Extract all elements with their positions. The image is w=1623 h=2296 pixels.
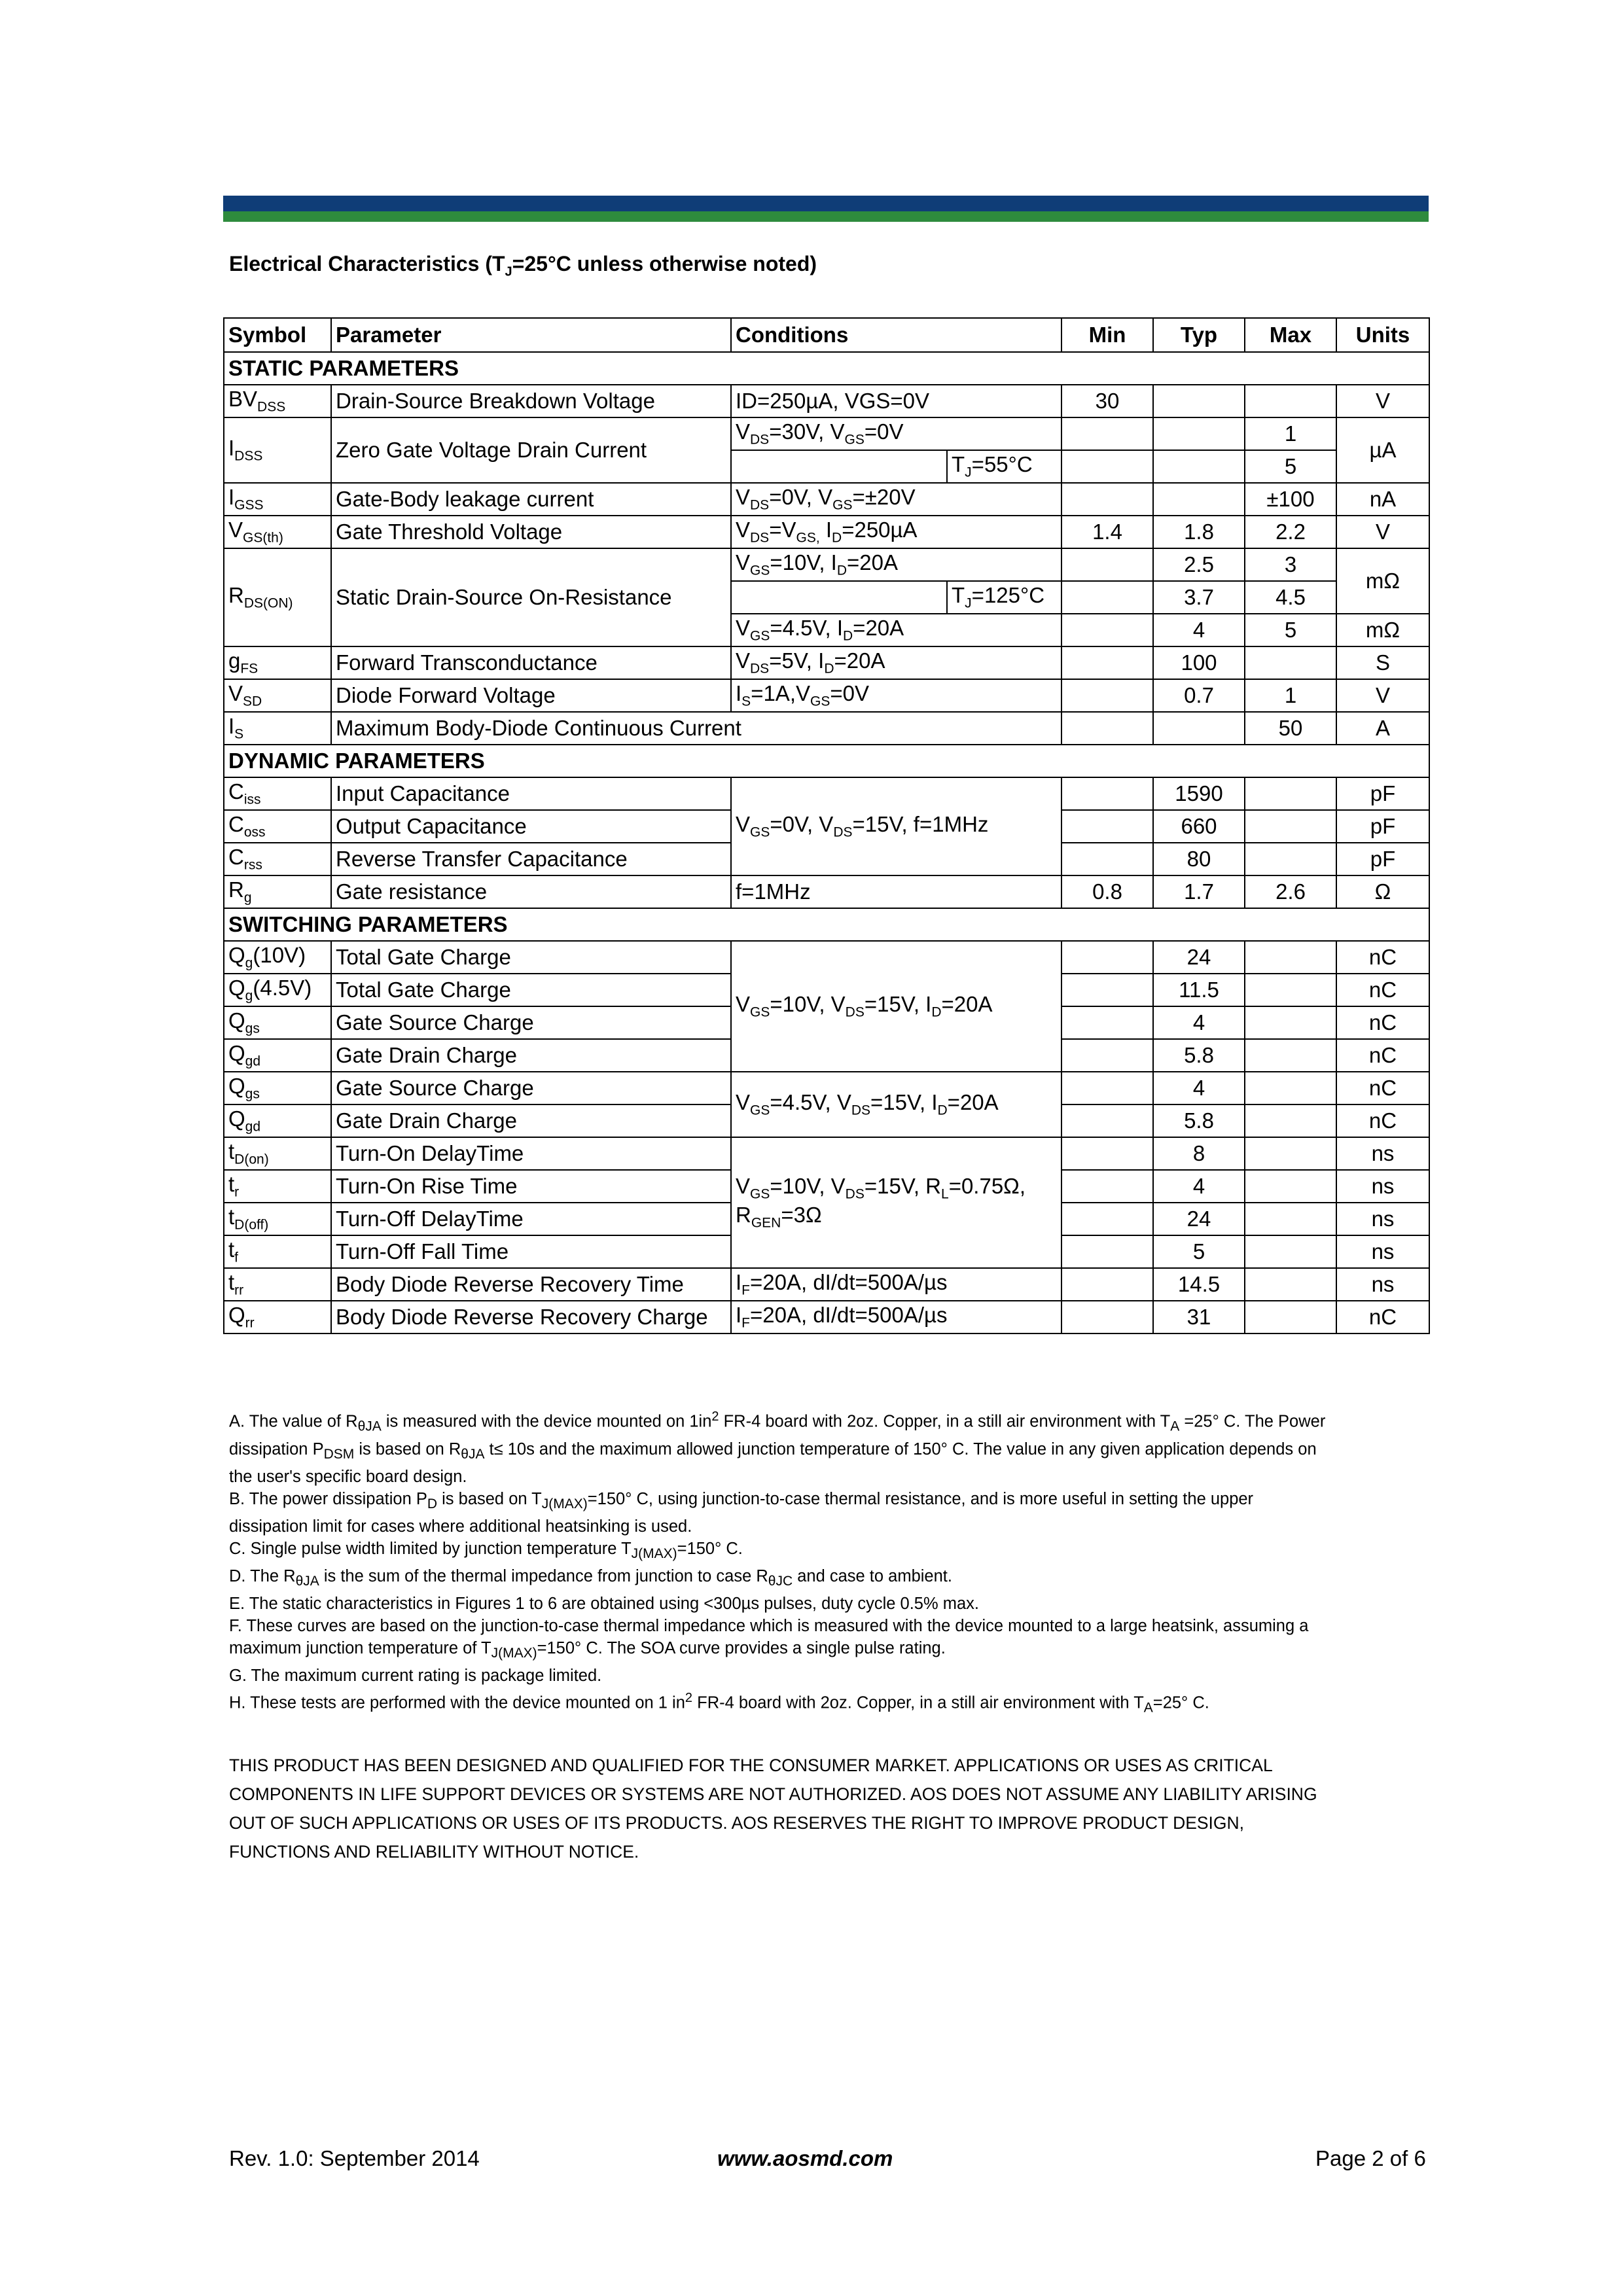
units-cell: nC [1336, 974, 1429, 1006]
max-cell [1245, 1203, 1336, 1235]
min-cell [1061, 450, 1153, 483]
units-cell: pF [1336, 810, 1429, 843]
col-max: Max [1245, 318, 1336, 352]
symbol-cell: $Q_{rr}$ [224, 1301, 331, 1333]
cond-tj-cell: $T_J=125^\circ C$ [947, 581, 1061, 614]
units-cell: nC [1336, 941, 1429, 974]
table-row [224, 679, 1429, 712]
param-cell: Turn-On DelayTime [331, 1137, 731, 1170]
cond-cell: $V_{DS}=V_{GS,}$ $I_D=250\mu A$ [731, 516, 1061, 548]
symbol-cell: $V_{GS(th)}$ [224, 516, 331, 548]
section-title: Electrical Characteristics ($T_J=25^\circ C$ unless otherwise noted) [229, 252, 817, 279]
col-symbol: Symbol [224, 318, 331, 352]
max-cell [1245, 1039, 1336, 1072]
note-g: G. The maximum current rating is package limited. [229, 1667, 602, 1686]
units-cell: nC [1336, 1072, 1429, 1104]
symbol-cell: $Q_{gd}$ [224, 1039, 331, 1072]
typ-cell: 1.7 [1153, 875, 1245, 908]
note-a-cont: dissipation $P_{DSM}$ is based on $R_{\theta JA}$ t≤ 10s and the maximum allowed junction temperature of 150° C. The value in any given application depends on [229, 1439, 1317, 1462]
table-row [224, 646, 1429, 679]
max-cell: 50 [1245, 712, 1336, 745]
min-cell [1061, 1137, 1153, 1170]
typ-cell [1153, 450, 1245, 483]
table-header-row [224, 318, 1429, 352]
typ-cell [1153, 385, 1245, 417]
typ-cell: 5.8 [1153, 1104, 1245, 1137]
symbol-cell: $V_{SD}$ [224, 679, 331, 712]
table-row [224, 548, 1429, 581]
param-cell: Maximum Body-Diode Continuous Current [331, 712, 1061, 745]
min-cell [1061, 777, 1153, 810]
max-cell [1245, 646, 1336, 679]
electrical-characteristics-table [223, 317, 1430, 1334]
symbol-cell: $t_{rr}$ [224, 1268, 331, 1301]
param-cell: Input Capacitance [331, 777, 731, 810]
table-row [224, 516, 1429, 548]
min-cell [1061, 581, 1153, 614]
section-row [224, 908, 1429, 941]
min-cell [1061, 1006, 1153, 1039]
min-cell [1061, 1268, 1153, 1301]
typ-cell: 80 [1153, 843, 1245, 875]
section-switching: SWITCHING PARAMETERS [224, 908, 1429, 941]
cond-cell: $I_F=20A$, dI/dt=500A/µs [731, 1301, 1061, 1333]
units-cell: V [1336, 679, 1429, 712]
symbol-cell: $Q_g(4.5V)$ [224, 974, 331, 1006]
header-bar-green [223, 211, 1429, 222]
max-cell [1245, 843, 1336, 875]
max-cell [1245, 941, 1336, 974]
symbol-cell: $t_{D(on)}$ [224, 1137, 331, 1170]
typ-cell: 4 [1153, 1072, 1245, 1104]
cond-cell: f=1MHz [731, 875, 1061, 908]
table-row [224, 1137, 1429, 1170]
cond-cell: $V_{DS}=30V$, $V_{GS}=0V$ [731, 417, 1061, 450]
max-cell [1245, 385, 1336, 417]
min-cell [1061, 483, 1153, 516]
param-cell: Static Drain-Source On-Resistance [331, 548, 731, 646]
col-units: Units [1336, 318, 1429, 352]
note-d: D. The $R_{\theta JA}$ is the sum of the thermal impedance from junction to case $R_{\theta JC}$ and case to ambient. [229, 1566, 952, 1589]
max-cell [1245, 1301, 1336, 1333]
table-row [224, 712, 1429, 745]
min-cell [1061, 974, 1153, 1006]
footnotes [229, 1405, 1433, 1720]
col-min: Min [1061, 318, 1153, 352]
table-row [224, 417, 1429, 450]
disclaimer-line: THIS PRODUCT HAS BEEN DESIGNED AND QUALIFIED FOR THE CONSUMER MARKET. APPLICATIONS OR USES AS CRITICAL [229, 1756, 1273, 1775]
units-cell: nC [1336, 1039, 1429, 1072]
units-cell: ns [1336, 1203, 1429, 1235]
disclaimer [229, 1751, 1433, 1866]
max-cell [1245, 974, 1336, 1006]
cond-cell: $V_{GS}=10V$, $I_D=20A$ [731, 548, 1061, 581]
param-cell: Output Capacitance [331, 810, 731, 843]
typ-cell: 8 [1153, 1137, 1245, 1170]
cond-cell: $V_{GS}=4.5V$, $I_D=20A$ [731, 614, 1061, 646]
typ-cell [1153, 417, 1245, 450]
symbol-cell: $I_{GSS}$ [224, 483, 331, 516]
param-cell: Body Diode Reverse Recovery Charge [331, 1301, 731, 1333]
cond-cell: $V_{DS}=5V$, $I_D=20A$ [731, 646, 1061, 679]
col-typ: Typ [1153, 318, 1245, 352]
max-cell [1245, 1235, 1336, 1268]
max-cell: 5 [1245, 614, 1336, 646]
typ-cell: 100 [1153, 646, 1245, 679]
min-cell [1061, 646, 1153, 679]
typ-cell: 31 [1153, 1301, 1245, 1333]
table-row [224, 1072, 1429, 1104]
typ-cell: 4 [1153, 1006, 1245, 1039]
typ-cell: 1590 [1153, 777, 1245, 810]
section-dynamic: DYNAMIC PARAMETERS [224, 745, 1429, 777]
min-cell [1061, 843, 1153, 875]
note-b: B. The power dissipation $P_D$ is based on $T_{J(MAX)}=150^\circ$ C, using junction-to-case thermal resistance, and is more useful in setting the upper [229, 1489, 1254, 1511]
param-cell: Gate-Body leakage current [331, 483, 731, 516]
footer-revision: Rev. 1.0: September 2014 [229, 2146, 480, 2170]
min-cell [1061, 679, 1153, 712]
cond-cell [731, 450, 947, 483]
param-cell: Total Gate Charge [331, 974, 731, 1006]
section-row [224, 745, 1429, 777]
max-cell: 2.6 [1245, 875, 1336, 908]
footer-website-link[interactable]: www.aosmd.com [717, 2146, 893, 2170]
symbol-cell: $C_{rss}$ [224, 843, 331, 875]
min-cell [1061, 1072, 1153, 1104]
note-a-cont: the user's specific board design. [229, 1467, 467, 1486]
param-cell: Reverse Transfer Capacitance [331, 843, 731, 875]
min-cell [1061, 712, 1153, 745]
symbol-cell: $g_{FS}$ [224, 646, 331, 679]
param-cell: Turn-Off DelayTime [331, 1203, 731, 1235]
symbol-cell: $Q_{gs}$ [224, 1006, 331, 1039]
param-cell: Drain-Source Breakdown Voltage [331, 385, 731, 417]
disclaimer-line: COMPONENTS IN LIFE SUPPORT DEVICES OR SYSTEMS ARE NOT AUTHORIZED. AOS DOES NOT ASSUME ANY LIABILITY ARISING [229, 1784, 1317, 1804]
units-cell: ns [1336, 1137, 1429, 1170]
min-cell [1061, 417, 1153, 450]
cond-cell: $I_F=20A$, dI/dt=500A/µs [731, 1268, 1061, 1301]
note-e: E. The static characteristics in Figures 1 to 6 are obtained using <300µs pulses, duty cycle 0.5% max. [229, 1594, 980, 1613]
table-row [224, 483, 1429, 516]
max-cell [1245, 1104, 1336, 1137]
units-cell: pF [1336, 777, 1429, 810]
min-cell [1061, 1235, 1153, 1268]
max-cell: 1 [1245, 679, 1336, 712]
disclaimer-line: FUNCTIONS AND RELIABILITY WITHOUT NOTICE. [229, 1842, 639, 1862]
param-cell: Total Gate Charge [331, 941, 731, 974]
max-cell [1245, 1072, 1336, 1104]
min-cell [1061, 1104, 1153, 1137]
min-cell [1061, 1203, 1153, 1235]
note-f: F. These curves are based on the junction-to-case thermal impedance which is measured with the device mounted to a large heatsink, assuming a [229, 1616, 1309, 1635]
col-parameter: Parameter [331, 318, 731, 352]
typ-cell: 0.7 [1153, 679, 1245, 712]
symbol-cell: $t_f$ [224, 1235, 331, 1268]
note-c: C. Single pulse width limited by junction temperature $T_{J(MAX)}=150^\circ$ C. [229, 1539, 743, 1561]
max-cell: 1 [1245, 417, 1336, 450]
units-cell: nA [1336, 483, 1429, 516]
param-cell: Turn-Off Fall Time [331, 1235, 731, 1268]
symbol-cell: $R_g$ [224, 875, 331, 908]
typ-cell: 2.5 [1153, 548, 1245, 581]
param-cell: Forward Transconductance [331, 646, 731, 679]
symbol-cell: $Q_g(10V)$ [224, 941, 331, 974]
section-row [224, 352, 1429, 385]
min-cell [1061, 1170, 1153, 1203]
units-cell: ns [1336, 1235, 1429, 1268]
cond-cell: $I_S=1A,V_{GS}=0V$ [731, 679, 1061, 712]
min-cell: 1.4 [1061, 516, 1153, 548]
param-cell: Gate Threshold Voltage [331, 516, 731, 548]
units-cell: nC [1336, 1104, 1429, 1137]
param-cell: Gate Drain Charge [331, 1039, 731, 1072]
symbol-cell: $I_S$ [224, 712, 331, 745]
max-cell: 4.5 [1245, 581, 1336, 614]
param-cell: Turn-On Rise Time [331, 1170, 731, 1203]
symbol-cell: $t_r$ [224, 1170, 331, 1203]
min-cell: 30 [1061, 385, 1153, 417]
typ-cell: 660 [1153, 810, 1245, 843]
max-cell [1245, 810, 1336, 843]
cond-cell: $V_{DS}=0V$, $V_{GS}=\pm 20V$ [731, 483, 1061, 516]
typ-cell [1153, 483, 1245, 516]
typ-cell [1153, 712, 1245, 745]
cond-cell: $V_{GS}=10V$, $V_{DS}=15V$, $I_D=20A$ [731, 941, 1061, 1072]
min-cell [1061, 810, 1153, 843]
units-cell: µA [1336, 417, 1429, 483]
max-cell: 5 [1245, 450, 1336, 483]
units-cell: ns [1336, 1170, 1429, 1203]
units-cell: nC [1336, 1006, 1429, 1039]
min-cell [1061, 1301, 1153, 1333]
typ-cell: 3.7 [1153, 581, 1245, 614]
symbol-cell: $Q_{gd}$ [224, 1104, 331, 1137]
note-h: H. These tests are performed with the device mounted on 1 $in^2$ FR-4 board with 2oz. Copper, in a still air environment with $T_A=25^\circ$ C. [229, 1691, 1209, 1716]
typ-cell: 11.5 [1153, 974, 1245, 1006]
min-cell [1061, 941, 1153, 974]
cond-cell: $V_{GS}=0V$, $V_{DS}=15V$, f=1MHz [731, 777, 1061, 875]
param-cell: Zero Gate Voltage Drain Current [331, 417, 731, 483]
symbol-cell: $BV_{DSS}$ [224, 385, 331, 417]
header-bar-blue [223, 196, 1429, 211]
note-b-cont: dissipation limit for cases where additional heatsinking is used. [229, 1517, 692, 1536]
cond-tj-cell: $T_J=55^\circ C$ [947, 450, 1061, 483]
typ-cell: 4 [1153, 1170, 1245, 1203]
units-cell: mΩ [1336, 548, 1429, 614]
units-cell: V [1336, 516, 1429, 548]
section-static: STATIC PARAMETERS [224, 352, 1429, 385]
symbol-cell: $I_{DSS}$ [224, 417, 331, 483]
cond-cell [731, 581, 947, 614]
units-cell: pF [1336, 843, 1429, 875]
typ-cell: 14.5 [1153, 1268, 1245, 1301]
units-cell: A [1336, 712, 1429, 745]
symbol-cell: $C_{oss}$ [224, 810, 331, 843]
units-cell: mΩ [1336, 614, 1429, 646]
param-cell: Gate Source Charge [331, 1006, 731, 1039]
min-cell [1061, 548, 1153, 581]
max-cell [1245, 1006, 1336, 1039]
max-cell [1245, 1170, 1336, 1203]
symbol-cell: $R_{DS(ON)}$ [224, 548, 331, 646]
footer-page-number: Page 2 of 6 [1315, 2146, 1426, 2170]
typ-cell: 24 [1153, 941, 1245, 974]
param-cell: Diode Forward Voltage [331, 679, 731, 712]
note-a: A. The value of $R_{\theta JA}$ is measured with the device mounted on $1in^2$ FR-4 board with 2oz. Copper, in a still air environment with $T_A =25^\circ$ C. The Power [229, 1409, 1326, 1434]
min-cell: 0.8 [1061, 875, 1153, 908]
cond-cell: $V_{GS}=4.5V$, $V_{DS}=15V$, $I_D=20A$ [731, 1072, 1061, 1137]
units-cell: ns [1336, 1268, 1429, 1301]
param-cell: Gate Source Charge [331, 1072, 731, 1104]
max-cell: 3 [1245, 548, 1336, 581]
cond-cell: ID=250µA, VGS=0V [731, 385, 1061, 417]
min-cell [1061, 614, 1153, 646]
units-cell: V [1336, 385, 1429, 417]
param-cell: Gate Drain Charge [331, 1104, 731, 1137]
param-cell: Body Diode Reverse Recovery Time [331, 1268, 731, 1301]
col-conditions: Conditions [731, 318, 1061, 352]
table-row [224, 1268, 1429, 1301]
max-cell [1245, 1268, 1336, 1301]
units-cell: nC [1336, 1301, 1429, 1333]
table-row [224, 941, 1429, 974]
max-cell: ±100 [1245, 483, 1336, 516]
symbol-cell: $C_{iss}$ [224, 777, 331, 810]
note-f-cont: maximum junction temperature of $T_{J(MAX)}=150^\circ$ C. The SOA curve provides a single pulse rating. [229, 1638, 946, 1661]
table-row [224, 777, 1429, 810]
min-cell [1061, 1039, 1153, 1072]
table-row [224, 1301, 1429, 1333]
units-cell: Ω [1336, 875, 1429, 908]
disclaimer-line: OUT OF SUCH APPLICATIONS OR USES OF ITS PRODUCTS. AOS RESERVES THE RIGHT TO IMPROVE PRODUCT DESIGN, [229, 1813, 1245, 1833]
table-row [224, 875, 1429, 908]
typ-cell: 1.8 [1153, 516, 1245, 548]
units-cell: S [1336, 646, 1429, 679]
table-row [224, 385, 1429, 417]
symbol-cell: $t_{D(off)}$ [224, 1203, 331, 1235]
typ-cell: 5.8 [1153, 1039, 1245, 1072]
typ-cell: 4 [1153, 614, 1245, 646]
typ-cell: 5 [1153, 1235, 1245, 1268]
max-cell [1245, 1137, 1336, 1170]
param-cell: Gate resistance [331, 875, 731, 908]
max-cell: 2.2 [1245, 516, 1336, 548]
cond-cell: $V_{GS}=10V$, $V_{DS}=15V$, $R_L=0.75\Omega$, $R_{GEN}=3\Omega$ [731, 1137, 1061, 1268]
typ-cell: 24 [1153, 1203, 1245, 1235]
max-cell [1245, 777, 1336, 810]
symbol-cell: $Q_{gs}$ [224, 1072, 331, 1104]
